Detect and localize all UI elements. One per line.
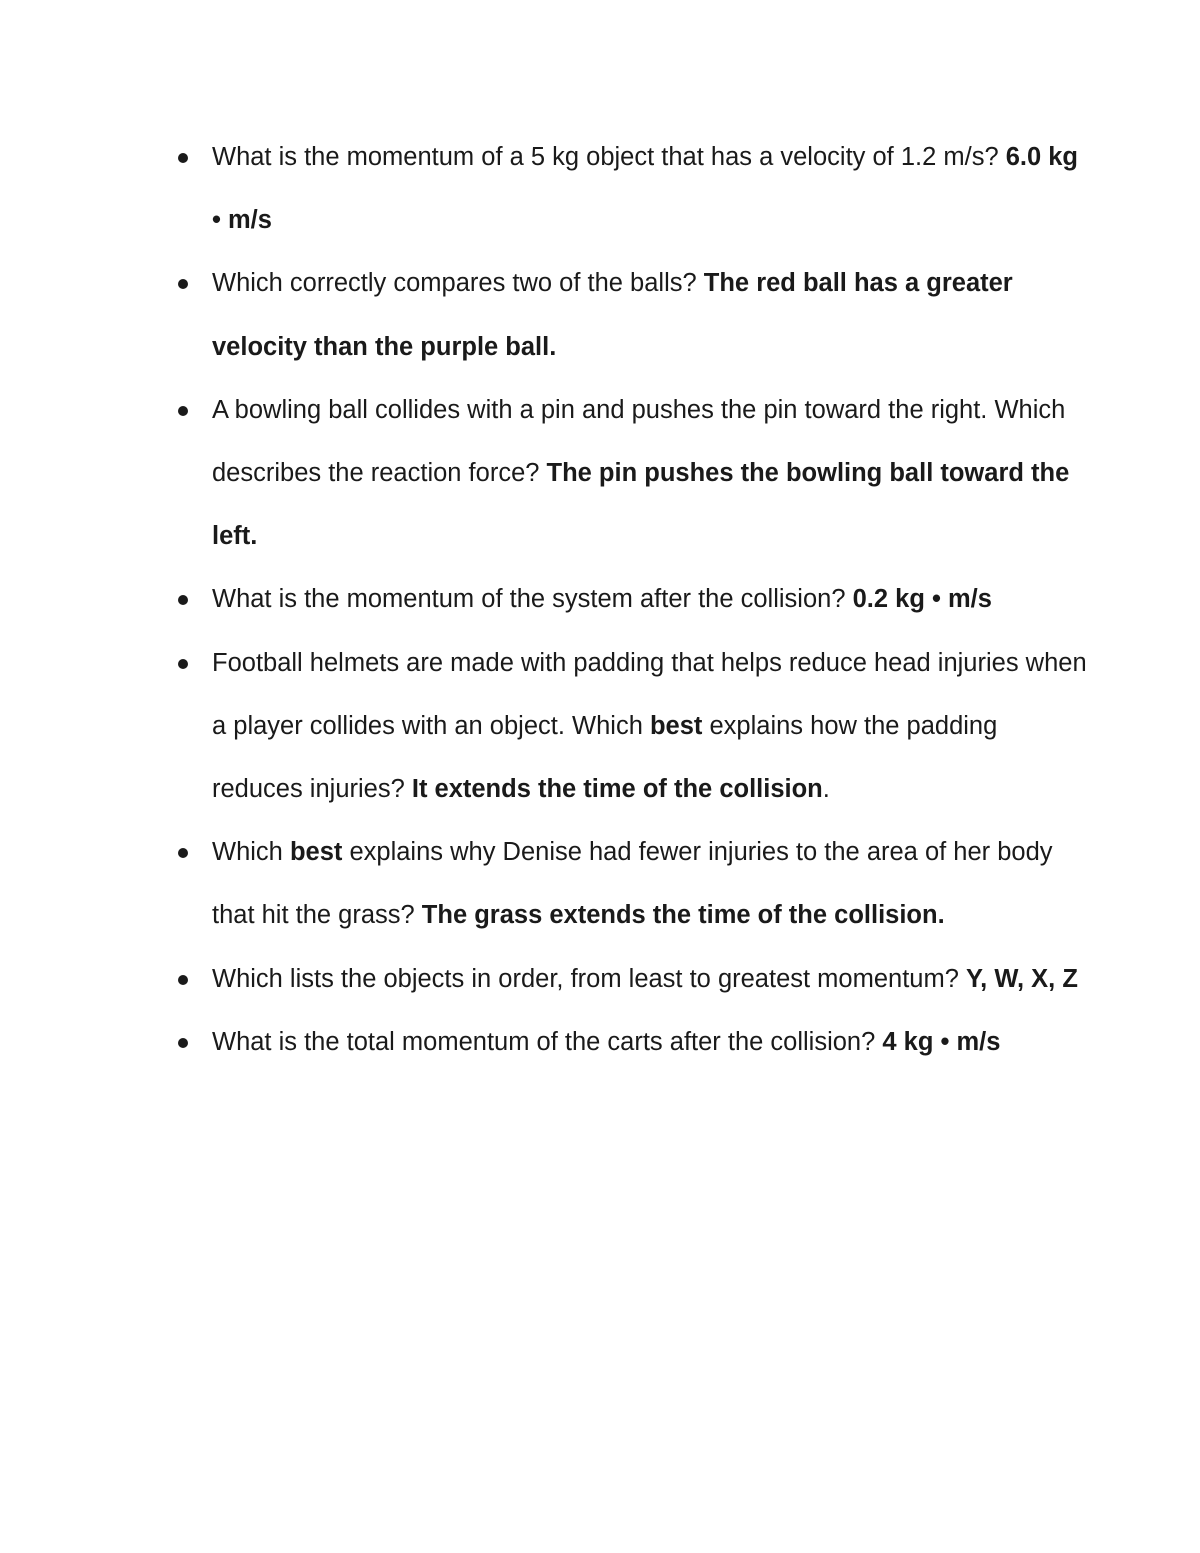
list-item bbox=[212, 568, 1092, 631]
bullet-icon bbox=[178, 659, 188, 669]
emphasis-text: best bbox=[289, 838, 343, 867]
list-item bbox=[212, 632, 1092, 822]
punctuation-text: . bbox=[822, 775, 830, 804]
question-text: Which correctly compares two of the balls? bbox=[212, 269, 704, 298]
answer-text: The red ball has a greater velocity than the purple ball. bbox=[212, 269, 1013, 361]
bullet-icon bbox=[178, 279, 188, 289]
bullet-icon bbox=[178, 848, 188, 858]
answer-text: It extends the time of the collision bbox=[411, 775, 823, 804]
question-text: Which bbox=[212, 838, 290, 867]
list-item bbox=[212, 126, 1092, 252]
answer-text: Y, W, X, Z bbox=[965, 964, 1078, 993]
question-text: A bowling ball collides with a pin and pushes the pin toward the right. Which describes the reaction force? bbox=[212, 395, 1066, 488]
bullet-icon bbox=[178, 595, 188, 605]
emphasis-text: best bbox=[649, 711, 703, 740]
list-item bbox=[212, 821, 1092, 947]
list-item bbox=[212, 379, 1092, 569]
answer-text: 4 kg • m/s bbox=[882, 1027, 1001, 1056]
bullet-icon bbox=[178, 1038, 188, 1048]
list-item bbox=[212, 948, 1092, 1011]
list-item bbox=[212, 1011, 1092, 1074]
question-text: explains how the padding reduces injuries? bbox=[212, 711, 998, 804]
list-item bbox=[212, 252, 1092, 378]
answer-text: The grass extends the time of the collision. bbox=[421, 901, 945, 930]
question-text: Which lists the objects in order, from least to greatest momentum? bbox=[212, 964, 966, 993]
question-text: What is the total momentum of the carts after the collision? bbox=[212, 1027, 883, 1056]
question-text: Football helmets are made with padding that helps reduce head injuries when a player collides with an object. Which bbox=[212, 648, 1087, 740]
bullet-icon bbox=[178, 975, 188, 985]
bullet-icon bbox=[178, 153, 188, 163]
question-text: What is the momentum of a 5 kg object that has a velocity of 1.2 m/s? bbox=[212, 143, 1006, 171]
answer-text: 6.0 kg • m/s bbox=[212, 143, 1079, 235]
answer-text: 0.2 kg • m/s bbox=[852, 585, 992, 614]
question-text: What is the momentum of the system after the collision? bbox=[212, 585, 853, 614]
bullet-icon bbox=[178, 406, 188, 416]
question-text: explains why Denise had fewer injuries to the area of her body that hit the grass? bbox=[212, 838, 1053, 930]
question-answer-list bbox=[212, 126, 1092, 1074]
answer-text: The pin pushes the bowling ball toward the left. bbox=[212, 459, 1070, 551]
